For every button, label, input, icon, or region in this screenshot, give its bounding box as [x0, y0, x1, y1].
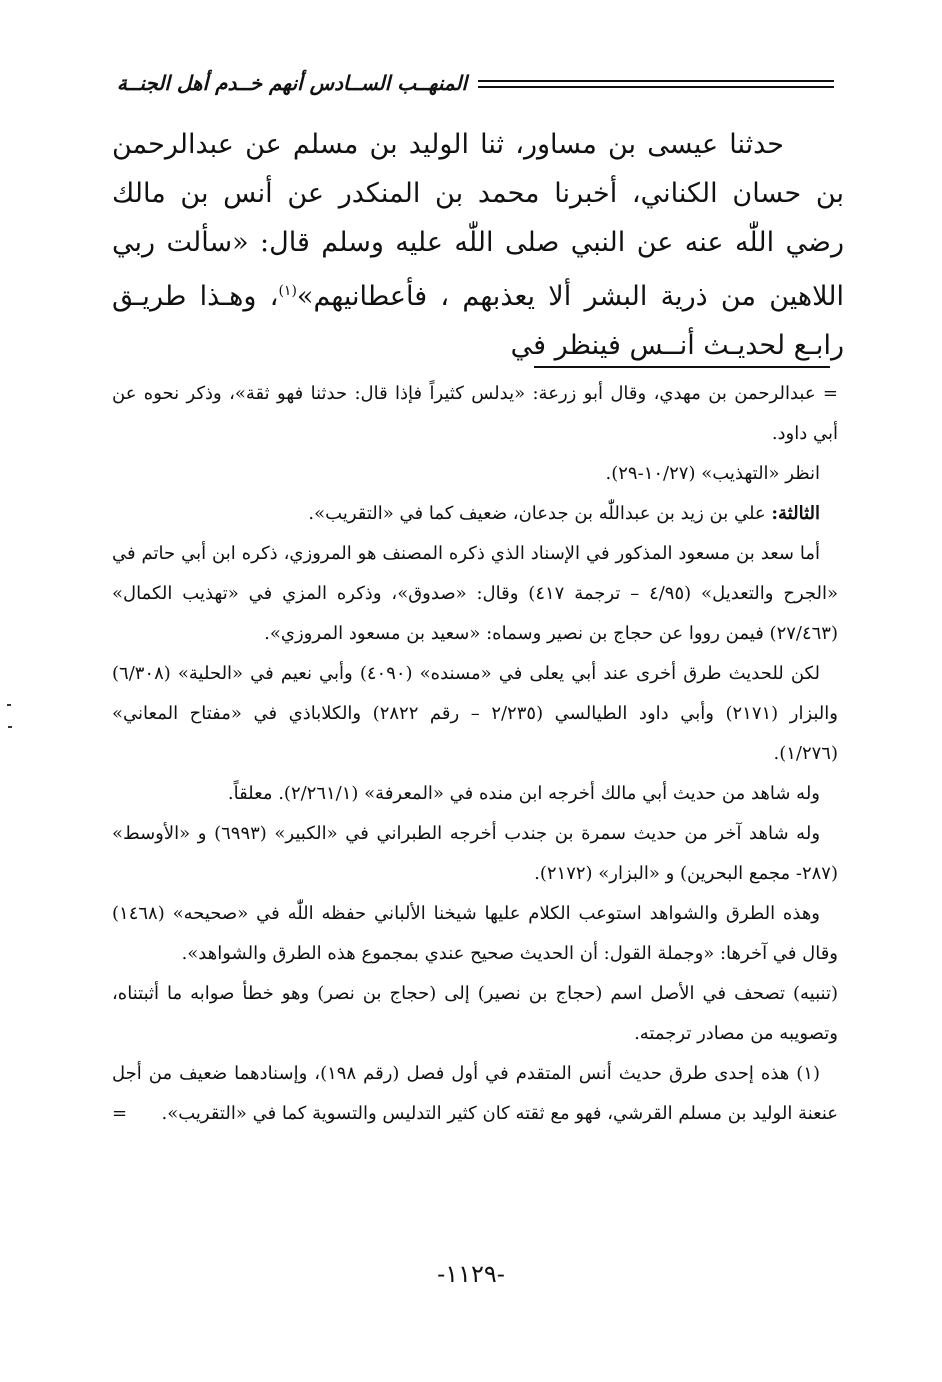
- header-rule-bottom: [478, 86, 834, 88]
- main-text: [112, 120, 844, 370]
- header-rule-top: [478, 80, 834, 82]
- footnote-third-label: الثالثة:: [771, 503, 820, 524]
- footnote-saad-bin-masud: أما سعد بن مسعود المذكور في الإسناد الذي ذكره المصنف هو المروزي، ذكره ابن أبي حاتم في «الجرح والتعديل» (٤/٩٥ – ترجمة ٤١٧) وقال: «صدوق»، وذكره المزي في «تهذيب الكمال» (٢٧/٤٦٣) فيمن رووا عن حجاج بن نصير وسماه: «سعيد بن مسعود المروزي».: [112, 543, 838, 644]
- footnote-continuation-mark: =: [112, 1103, 128, 1124]
- main-paragraph-end: ، وهـذا طريـق رابـع لحديـث أنــس فينظر في: [112, 281, 844, 361]
- footnote-other-routes: لكن للحديث طرق أخرى عند أبي يعلى في «مسنده» (٤٠٩٠) وأبي نعيم في «الحلية» (٦/٣٠٨) والبزار (٢١٧١) وأبي داود الطيالسي (٢/٢٣٥ – رقم ٢٨٢٢) والكلاباذي في «مفتاح المعاني» (١/٢٧٦).: [112, 663, 838, 764]
- page-number: -١١٢٩-: [437, 1260, 505, 1288]
- footnote-continuation: = عبدالرحمن بن مهدي، وقال أبو زرعة: «يدلس كثيراً فإذا قال: حدثنا فهو ثقة»، وذكر نحوه عن أبي داود.: [112, 383, 838, 444]
- footnote-note-correction: (تنبيه) تصحف في الأصل اسم (حجاج بن نصير) إلى (حجاج بن نصر) وهو خطأ صوابه ما أثبتناه، وتصويبه من مصادر ترجمته.: [112, 983, 838, 1044]
- footnote-witness-samura: وله شاهد آخر من حديث سمرة بن جندب أخرجه الطبراني في «الكبير» (٦٩٩٣) و «الأوسط» (٢٨٧- مجمع البحرين) و «البزار» (٢١٧٢).: [112, 823, 838, 884]
- footnote-albani-summary: وهذه الطرق والشواهد استوعب الكلام عليها شيخنا الألباني حفظه اللّٰه في «صحيحه» (١٤٦٨) وقال في آخرها: «وجملة القول: أن الحديث صحيح عندي بمجموع هذه الطرق والشواهد».: [112, 903, 838, 964]
- footnote-one-text: (١) هذه إحدى طرق حديث أنس المتقدم في أول فصل (رقم ١٩٨)، وإسنادهما ضعيف من أجل عنعنة الوليد بن مسلم القرشي، فهو مع ثقته كان كثير التدليس والتسوية كما في «التقريب».: [112, 1063, 838, 1124]
- footnote-witness-abu-malik: وله شاهد من حديث أبي مالك أخرجه ابن منده في «المعرفة» (٢/٢٦١/١). معلقاً.: [227, 783, 820, 804]
- footnote-third-narrator: [112, 494, 838, 534]
- running-header-title: المنهــب الســادس أنهم خــدم أهل الجنــة: [116, 71, 468, 95]
- main-paragraph: [112, 120, 844, 370]
- footnotes-section: [112, 374, 838, 1134]
- margin-mark: [8, 726, 12, 728]
- footnote-separator: [534, 366, 830, 368]
- footnote-reference-tahdhib: انظر «التهذيب» (١٠/٢٧-٢٩).: [605, 463, 820, 484]
- margin-mark: [7, 704, 11, 706]
- footnote-reference: (١): [278, 283, 297, 299]
- footnote-third-text: علي بن زيد بن عبداللّٰه بن جدعان، ضعيف كما في «التقريب».: [308, 503, 772, 524]
- footnote-one: [112, 1054, 838, 1134]
- main-paragraph-text: حدثنا عيسى بن مساور، ثنا الوليد بن مسلم عن عبدالرحمن بن حسان الكناني، أخبرنا محمد بن المنكدر عن أنس بن مالك رضي اللّٰه عنه عن النبي صلى اللّٰه عليه وسلم قال: «سألت ربي اللاهين من ذرية البشر ألا يعذبهم ، فأعطانيهم»: [112, 129, 844, 312]
